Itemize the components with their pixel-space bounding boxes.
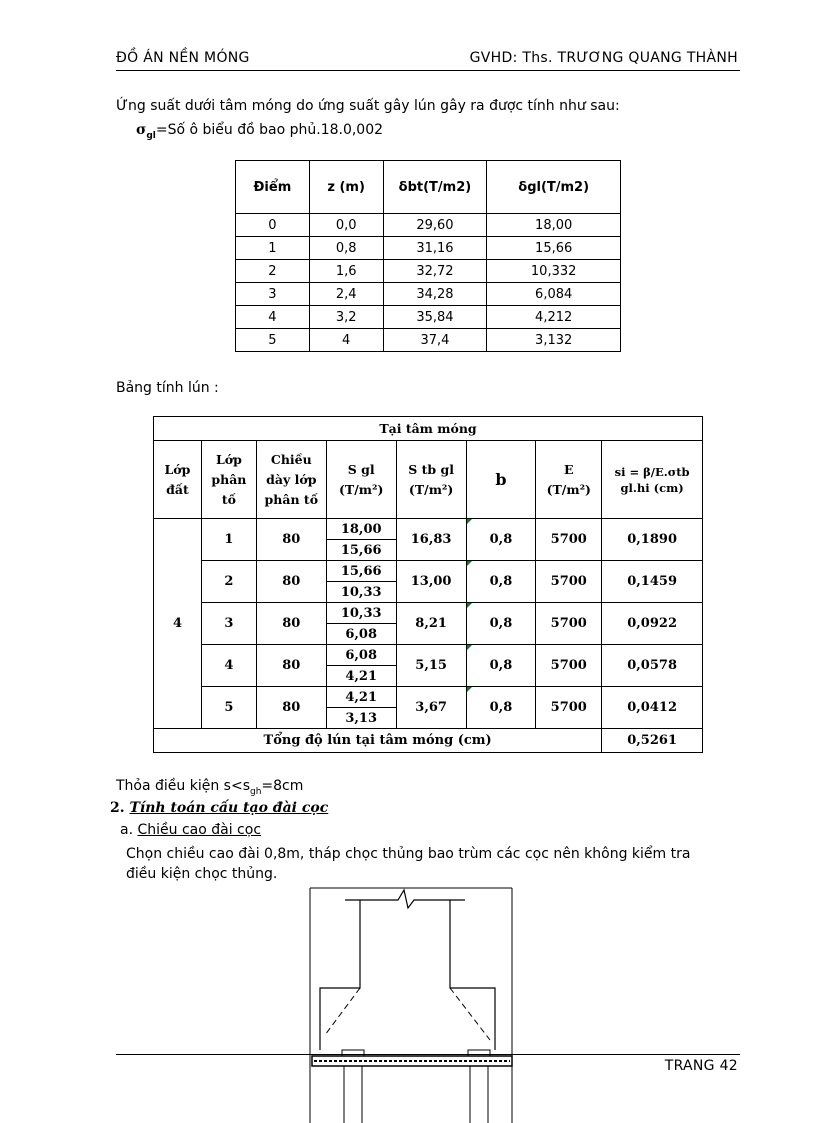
total-label: Tổng độ lún tại tâm móng (cm) bbox=[154, 729, 602, 753]
sigma-symbol: σ bbox=[136, 122, 147, 138]
cell: 3,132 bbox=[487, 329, 621, 352]
subsection-title: Chiều cao đài cọc bbox=[137, 822, 262, 838]
cell: 80 bbox=[256, 645, 326, 687]
settlement-table-label: Bảng tính lún : bbox=[116, 380, 219, 396]
cell: 0,8 bbox=[466, 603, 536, 645]
cell: 4,21 bbox=[326, 687, 396, 708]
cell: 1,6 bbox=[309, 260, 383, 283]
cell: 5,15 bbox=[396, 645, 466, 687]
cell: 34,28 bbox=[383, 283, 487, 306]
col-header-lop-phan-to: Lớp phân tố bbox=[201, 441, 256, 519]
cell: 80 bbox=[256, 561, 326, 603]
cell: 5700 bbox=[536, 519, 602, 561]
cell: 0,8 bbox=[466, 519, 536, 561]
cell: 0,8 bbox=[466, 561, 536, 603]
col-header-sgl-tb: S tb gl (T/m²) bbox=[396, 441, 466, 519]
cell: 3 bbox=[201, 603, 256, 645]
cell: 3 bbox=[236, 283, 310, 306]
cell: 80 bbox=[256, 519, 326, 561]
stress-table bbox=[235, 160, 621, 352]
cell: 10,33 bbox=[326, 603, 396, 624]
table-row bbox=[236, 214, 621, 237]
page-number: TRANG 42 bbox=[664, 1058, 738, 1074]
cell: 13,00 bbox=[396, 561, 466, 603]
cell: 5700 bbox=[536, 645, 602, 687]
paragraph-line: Chọn chiều cao đài 0,8m, tháp chọc thủng bao trùm các cọc nên không kiểm tra bbox=[126, 846, 691, 862]
cell: 37,4 bbox=[383, 329, 487, 352]
cell: 4,212 bbox=[487, 306, 621, 329]
cell: 10,33 bbox=[326, 582, 396, 603]
cell: 5700 bbox=[536, 687, 602, 729]
cell: 32,72 bbox=[383, 260, 487, 283]
section-heading bbox=[110, 800, 328, 816]
condition-sub: gh bbox=[249, 786, 262, 797]
table-row bbox=[154, 687, 703, 708]
col-header-lop-dat: Lớp đất bbox=[154, 441, 202, 519]
col-header: Điểm bbox=[236, 161, 310, 214]
subsection-letter: a. bbox=[120, 822, 134, 838]
col-header-e: E (T/m²) bbox=[536, 441, 602, 519]
cell: 1 bbox=[201, 519, 256, 561]
settlement-table-header bbox=[154, 441, 703, 519]
cell: 16,83 bbox=[396, 519, 466, 561]
table-row bbox=[154, 561, 703, 582]
table-row bbox=[236, 260, 621, 283]
cell: 6,08 bbox=[326, 624, 396, 645]
cell: 8,21 bbox=[396, 603, 466, 645]
footer-rule bbox=[116, 1054, 740, 1055]
cell: 4 bbox=[309, 329, 383, 352]
cell: 5700 bbox=[536, 603, 602, 645]
settlement-table bbox=[153, 416, 703, 753]
cell: 0,8 bbox=[309, 237, 383, 260]
cell: 2,4 bbox=[309, 283, 383, 306]
cell: 0,0578 bbox=[602, 645, 703, 687]
table-row bbox=[236, 306, 621, 329]
cell: 2 bbox=[201, 561, 256, 603]
cell: 80 bbox=[256, 687, 326, 729]
formula-subscript: gl bbox=[146, 130, 156, 141]
cell: 0,0412 bbox=[602, 687, 703, 729]
intro-formula bbox=[136, 122, 383, 141]
cell: 0,8 bbox=[466, 645, 536, 687]
cell: 15,66 bbox=[487, 237, 621, 260]
intro-line: Ứng suất dưới tâm móng do ứng suất gây lún gây ra được tính như sau: bbox=[116, 98, 620, 114]
table-row bbox=[236, 283, 621, 306]
condition-text: Thỏa điều kiện s<s bbox=[116, 778, 250, 794]
cell: 0,1890 bbox=[602, 519, 703, 561]
cell: 5 bbox=[201, 687, 256, 729]
stress-table-header bbox=[236, 161, 621, 214]
table-row bbox=[154, 645, 703, 666]
cell: 10,332 bbox=[487, 260, 621, 283]
cell: 0,1459 bbox=[602, 561, 703, 603]
header-right: GVHD: Ths. TRƯƠNG QUANG THÀNH bbox=[469, 50, 738, 66]
cell: 5700 bbox=[536, 561, 602, 603]
table-row bbox=[236, 329, 621, 352]
cell: 3,2 bbox=[309, 306, 383, 329]
col-header-chieu-day: Chiều dày lớp phân tố bbox=[256, 441, 326, 519]
condition-rest: =8cm bbox=[261, 778, 304, 794]
col-header: δgl(T/m2) bbox=[487, 161, 621, 214]
cell: 6,08 bbox=[326, 645, 396, 666]
section-title: Tính toán cấu tạo đài cọc bbox=[129, 800, 329, 816]
cell: 31,16 bbox=[383, 237, 487, 260]
section-number: 2. bbox=[110, 800, 125, 816]
layer-cell: 4 bbox=[154, 519, 202, 729]
cell: 15,66 bbox=[326, 561, 396, 582]
cell: 0 bbox=[236, 214, 310, 237]
paragraph-line: điều kiện chọc thủng. bbox=[126, 866, 278, 882]
formula-rest: =Số ô biểu đồ bao phủ.18.0,002 bbox=[155, 122, 384, 138]
cell: 0,8 bbox=[466, 687, 536, 729]
cell: 3,67 bbox=[396, 687, 466, 729]
cell: 0,0 bbox=[309, 214, 383, 237]
col-header-si: si = β/E.σtb gl.hi (cm) bbox=[602, 441, 703, 519]
cell: 80 bbox=[256, 603, 326, 645]
cell: 18,00 bbox=[326, 519, 396, 540]
col-header-sgl: S gl (T/m²) bbox=[326, 441, 396, 519]
cell: 15,66 bbox=[326, 540, 396, 561]
cell: 5 bbox=[236, 329, 310, 352]
cell: 6,084 bbox=[487, 283, 621, 306]
cell: 18,00 bbox=[487, 214, 621, 237]
table-row bbox=[154, 603, 703, 624]
header-rule bbox=[116, 70, 740, 71]
cell: 4 bbox=[236, 306, 310, 329]
total-row bbox=[154, 729, 703, 753]
settlement-table-title-row bbox=[154, 417, 703, 441]
table-row bbox=[154, 519, 703, 540]
subsection-heading bbox=[120, 822, 261, 838]
col-header: δbt(T/m2) bbox=[383, 161, 487, 214]
header-left: ĐỒ ÁN NỀN MÓNG bbox=[116, 50, 250, 66]
pile-cap-drawing bbox=[300, 880, 530, 1123]
cell: 35,84 bbox=[383, 306, 487, 329]
cell: 4,21 bbox=[326, 666, 396, 687]
table-row bbox=[236, 237, 621, 260]
cell: 29,60 bbox=[383, 214, 487, 237]
total-value: 0,5261 bbox=[602, 729, 703, 753]
cell: 3,13 bbox=[326, 708, 396, 729]
condition-line bbox=[116, 778, 303, 797]
cell: 1 bbox=[236, 237, 310, 260]
settlement-table-title: Tại tâm móng bbox=[154, 417, 703, 441]
cell: 4 bbox=[201, 645, 256, 687]
cell: 2 bbox=[236, 260, 310, 283]
col-header-b: b bbox=[466, 441, 536, 519]
cell: 0,0922 bbox=[602, 603, 703, 645]
col-header: z (m) bbox=[309, 161, 383, 214]
